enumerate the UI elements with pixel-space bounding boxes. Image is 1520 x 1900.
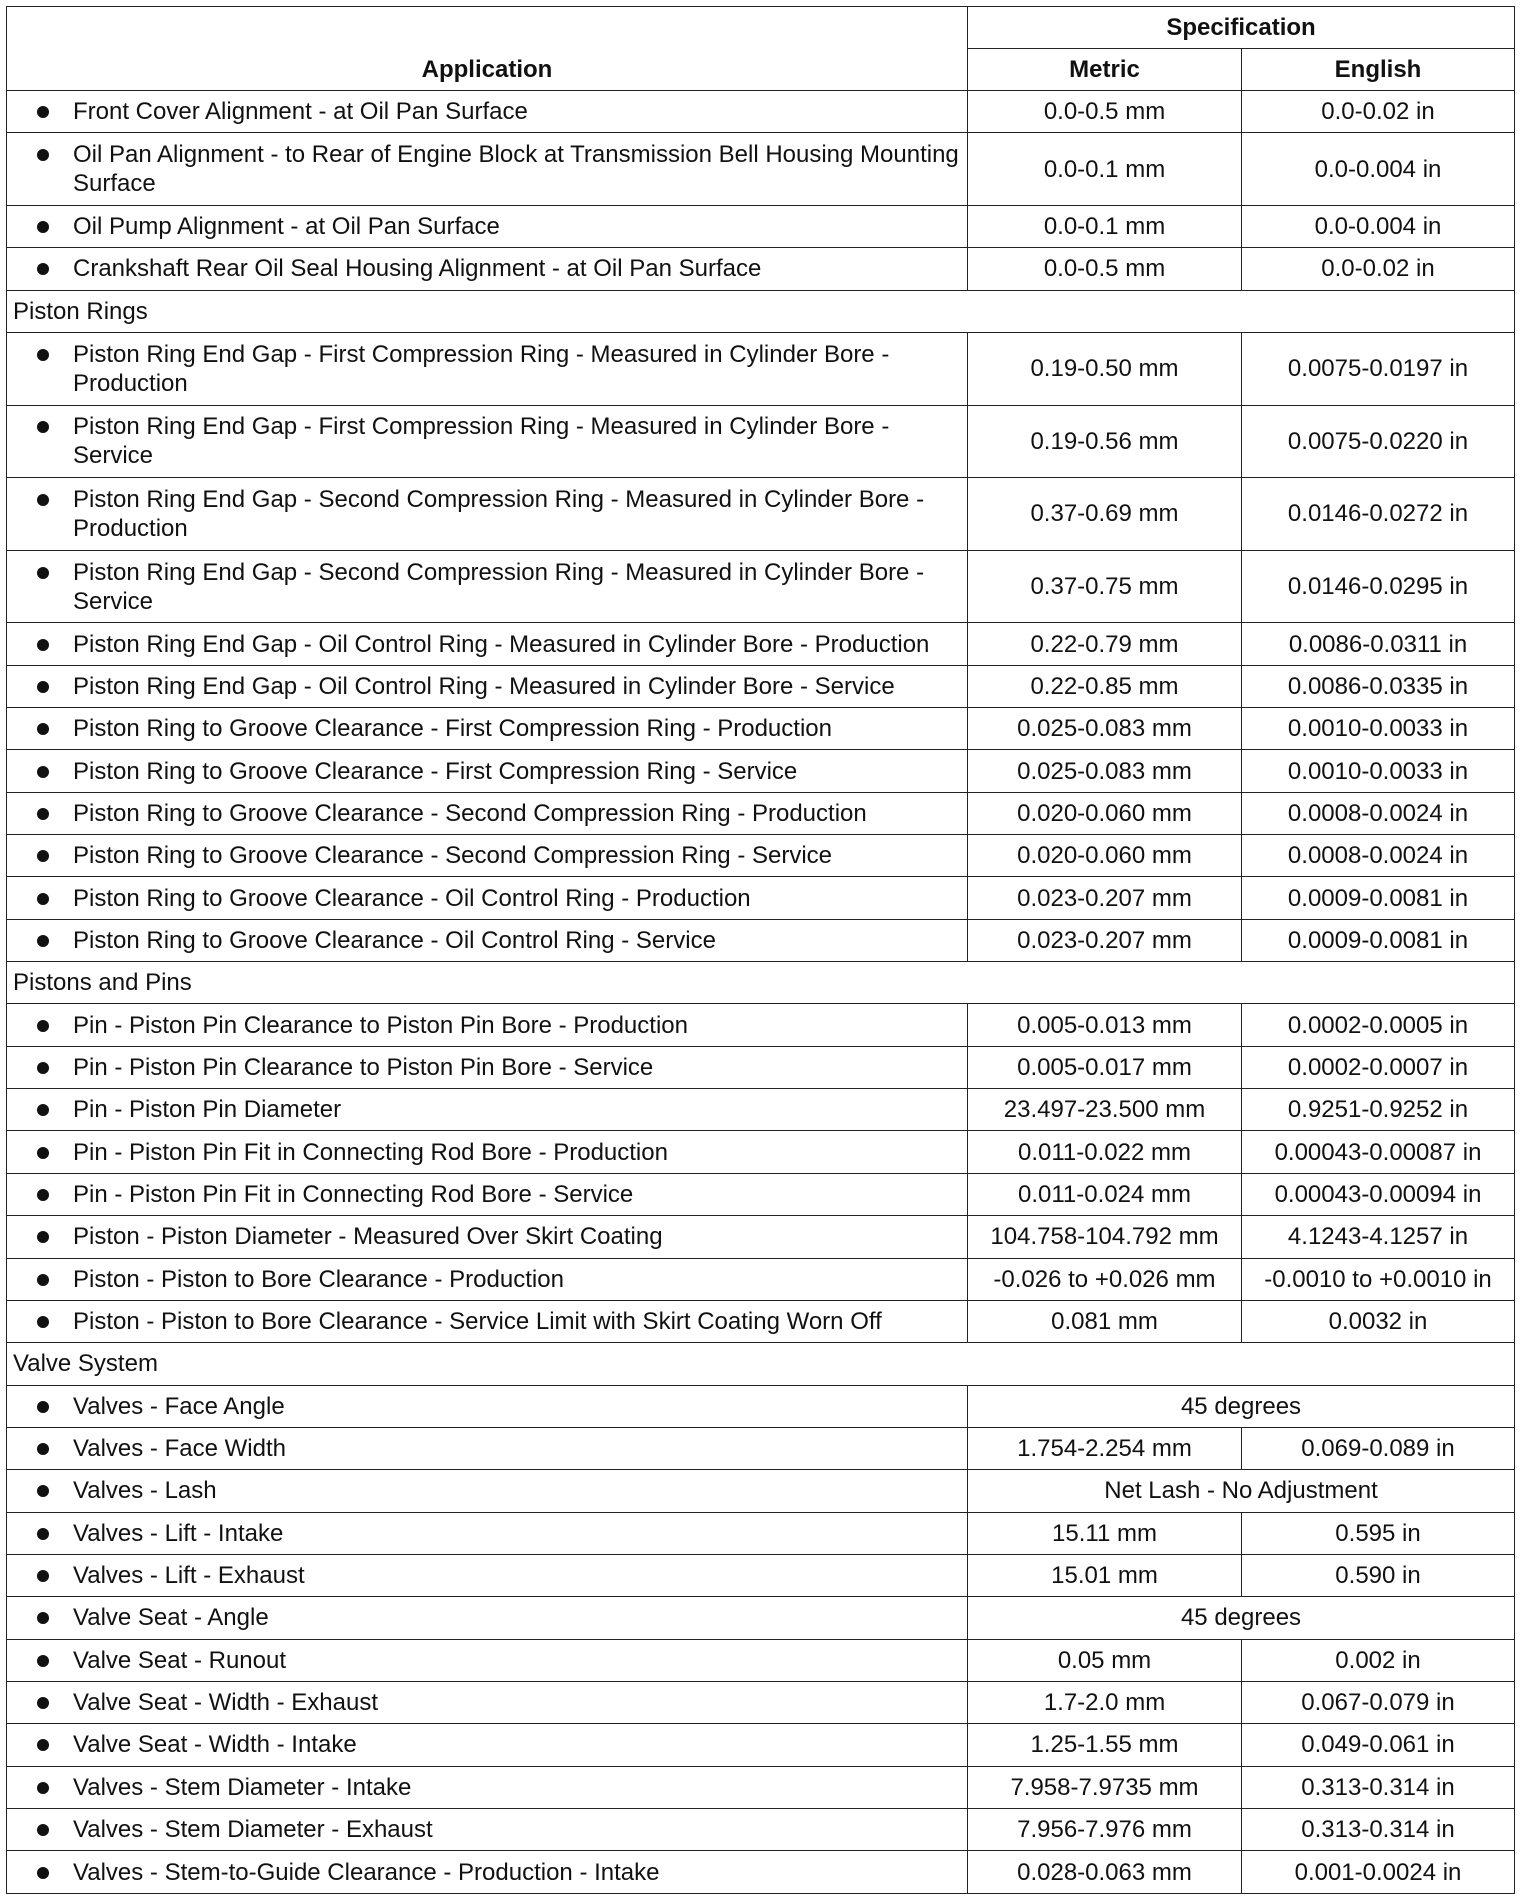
metric-cell: 15.11 mm bbox=[968, 1512, 1242, 1554]
bullet-icon bbox=[37, 1274, 49, 1286]
metric-cell: 0.0-0.5 mm bbox=[968, 91, 1242, 133]
application-cell bbox=[7, 1300, 968, 1342]
metric-cell: 0.0-0.1 mm bbox=[968, 133, 1242, 206]
bullet-icon bbox=[37, 421, 49, 433]
table-row bbox=[7, 478, 1515, 551]
application-label: Piston Ring to Groove Clearance - Oil Control Ring - Service bbox=[73, 926, 716, 954]
metric-cell: 0.020-0.060 mm bbox=[968, 792, 1242, 834]
application-cell bbox=[7, 405, 968, 478]
bullet-icon bbox=[37, 681, 49, 693]
application-label: Valves - Stem-to-Guide Clearance - Production - Intake bbox=[73, 1858, 660, 1886]
application-cell bbox=[7, 919, 968, 961]
table-row bbox=[7, 1427, 1515, 1469]
english-cell: 0.0-0.02 in bbox=[1242, 91, 1515, 133]
metric-cell: 0.020-0.060 mm bbox=[968, 835, 1242, 877]
application-label: Piston Ring to Groove Clearance - First Compression Ring - Production bbox=[73, 715, 832, 743]
metric-cell: 0.0-0.1 mm bbox=[968, 205, 1242, 247]
combined-spec-cell: 45 degrees bbox=[968, 1597, 1515, 1639]
english-cell: 0.0010-0.0033 in bbox=[1242, 708, 1515, 750]
english-cell: 0.0086-0.0311 in bbox=[1242, 623, 1515, 665]
combined-spec-cell: Net Lash - No Adjustment bbox=[968, 1470, 1515, 1512]
application-cell bbox=[7, 1724, 968, 1766]
bullet-icon bbox=[37, 1316, 49, 1328]
bullet-icon bbox=[37, 1782, 49, 1794]
application-cell bbox=[7, 550, 968, 623]
specification-table bbox=[6, 6, 1515, 1894]
metric-cell: 0.023-0.207 mm bbox=[968, 919, 1242, 961]
bullet-icon bbox=[37, 1485, 49, 1497]
section-heading: Piston Rings bbox=[7, 290, 1515, 332]
english-cell: 0.049-0.061 in bbox=[1242, 1724, 1515, 1766]
table-row bbox=[7, 1046, 1515, 1088]
bullet-icon bbox=[37, 766, 49, 778]
table-row bbox=[7, 835, 1515, 877]
table-row bbox=[7, 1851, 1515, 1894]
bullet-icon bbox=[37, 1697, 49, 1709]
application-label: Valves - Stem Diameter - Exhaust bbox=[73, 1816, 433, 1844]
application-label: Valve Seat - Width - Exhaust bbox=[73, 1689, 379, 1717]
table-header bbox=[7, 7, 1515, 91]
header-english: English bbox=[1242, 49, 1515, 91]
english-cell: 0.0009-0.0081 in bbox=[1242, 877, 1515, 919]
bullet-icon bbox=[37, 935, 49, 947]
bullet-icon bbox=[37, 850, 49, 862]
english-cell: 0.0-0.004 in bbox=[1242, 133, 1515, 206]
metric-cell: -0.026 to +0.026 mm bbox=[968, 1258, 1242, 1300]
application-cell bbox=[7, 708, 968, 750]
application-label: Pin - Piston Pin Diameter bbox=[73, 1096, 342, 1124]
table-row bbox=[7, 1512, 1515, 1554]
english-cell: 0.313-0.314 in bbox=[1242, 1808, 1515, 1850]
table-row bbox=[7, 1300, 1515, 1342]
metric-cell: 0.0-0.5 mm bbox=[968, 248, 1242, 290]
bullet-icon bbox=[37, 1062, 49, 1074]
application-label: Valves - Lift - Exhaust bbox=[73, 1562, 305, 1590]
application-cell bbox=[7, 1046, 968, 1088]
bullet-icon bbox=[37, 1401, 49, 1413]
application-label: Piston Ring End Gap - Second Compression Ring - Measured in Cylinder Bore - Service bbox=[73, 558, 925, 615]
english-cell: 0.001-0.0024 in bbox=[1242, 1851, 1515, 1894]
application-cell bbox=[7, 750, 968, 792]
table-row bbox=[7, 1808, 1515, 1850]
metric-cell: 0.37-0.69 mm bbox=[968, 478, 1242, 551]
metric-cell: 0.025-0.083 mm bbox=[968, 708, 1242, 750]
bullet-icon bbox=[37, 221, 49, 233]
bullet-icon bbox=[37, 1020, 49, 1032]
english-cell: 0.00043-0.00094 in bbox=[1242, 1173, 1515, 1215]
application-cell bbox=[7, 1851, 968, 1894]
metric-cell: 7.958-7.9735 mm bbox=[968, 1766, 1242, 1808]
application-cell bbox=[7, 1470, 968, 1512]
application-cell bbox=[7, 1089, 968, 1131]
application-cell bbox=[7, 205, 968, 247]
application-label: Valves - Lift - Intake bbox=[73, 1519, 284, 1547]
table-row bbox=[7, 332, 1515, 405]
application-cell bbox=[7, 1808, 968, 1850]
bullet-icon bbox=[37, 1443, 49, 1455]
application-label: Piston Ring to Groove Clearance - Second Compression Ring - Production bbox=[73, 799, 867, 827]
metric-cell: 0.011-0.024 mm bbox=[968, 1173, 1242, 1215]
application-label: Piston Ring to Groove Clearance - Second Compression Ring - Service bbox=[73, 842, 833, 870]
bullet-icon bbox=[37, 1528, 49, 1540]
application-cell bbox=[7, 1131, 968, 1173]
metric-cell: 0.011-0.022 mm bbox=[968, 1131, 1242, 1173]
application-label: Piston Ring to Groove Clearance - First Compression Ring - Service bbox=[73, 757, 798, 785]
application-cell bbox=[7, 835, 968, 877]
application-cell bbox=[7, 792, 968, 834]
english-cell: 0.313-0.314 in bbox=[1242, 1766, 1515, 1808]
application-label: Crankshaft Rear Oil Seal Housing Alignment - at Oil Pan Surface bbox=[73, 255, 762, 283]
application-cell bbox=[7, 665, 968, 707]
metric-cell: 0.028-0.063 mm bbox=[968, 1851, 1242, 1894]
application-cell bbox=[7, 478, 968, 551]
application-cell bbox=[7, 1173, 968, 1215]
table-row bbox=[7, 877, 1515, 919]
metric-cell: 15.01 mm bbox=[968, 1554, 1242, 1596]
application-label: Pin - Piston Pin Clearance to Piston Pin Bore - Production bbox=[73, 1011, 688, 1039]
english-cell: 0.0032 in bbox=[1242, 1300, 1515, 1342]
application-cell bbox=[7, 91, 968, 133]
application-label: Piston Ring End Gap - Oil Control Ring - Measured in Cylinder Bore - Service bbox=[73, 672, 895, 700]
table-row bbox=[7, 205, 1515, 247]
application-cell bbox=[7, 1639, 968, 1681]
english-cell: 0.0086-0.0335 in bbox=[1242, 665, 1515, 707]
table-row bbox=[7, 1724, 1515, 1766]
header-application: Application bbox=[7, 7, 968, 91]
application-label: Piston Ring End Gap - First Compression Ring - Measured in Cylinder Bore - Service bbox=[73, 413, 890, 470]
header-metric: Metric bbox=[968, 49, 1242, 91]
application-cell bbox=[7, 877, 968, 919]
bullet-icon bbox=[37, 893, 49, 905]
table-row bbox=[7, 1258, 1515, 1300]
application-cell bbox=[7, 133, 968, 206]
application-label: Oil Pan Alignment - to Rear of Engine Block at Transmission Bell Housing Mounting Surface bbox=[73, 141, 959, 198]
application-cell bbox=[7, 1385, 968, 1427]
section-row bbox=[7, 962, 1515, 1004]
application-label: Valves - Face Angle bbox=[73, 1392, 285, 1420]
bullet-icon bbox=[37, 639, 49, 651]
table-row bbox=[7, 248, 1515, 290]
metric-cell: 0.005-0.017 mm bbox=[968, 1046, 1242, 1088]
table-row bbox=[7, 133, 1515, 206]
english-cell: 0.0-0.02 in bbox=[1242, 248, 1515, 290]
metric-cell: 0.025-0.083 mm bbox=[968, 750, 1242, 792]
application-cell bbox=[7, 332, 968, 405]
bullet-icon bbox=[37, 1739, 49, 1751]
english-cell: 0.067-0.079 in bbox=[1242, 1681, 1515, 1723]
metric-cell: 0.05 mm bbox=[968, 1639, 1242, 1681]
english-cell: 0.590 in bbox=[1242, 1554, 1515, 1596]
table-row bbox=[7, 91, 1515, 133]
english-cell: 0.069-0.089 in bbox=[1242, 1427, 1515, 1469]
table-row bbox=[7, 1131, 1515, 1173]
english-cell: -0.0010 to +0.0010 in bbox=[1242, 1258, 1515, 1300]
english-cell: 0.0008-0.0024 in bbox=[1242, 835, 1515, 877]
application-label: Pin - Piston Pin Fit in Connecting Rod Bore - Production bbox=[73, 1138, 668, 1166]
combined-spec-cell: 45 degrees bbox=[968, 1385, 1515, 1427]
application-cell bbox=[7, 1554, 968, 1596]
metric-cell: 1.25-1.55 mm bbox=[968, 1724, 1242, 1766]
english-cell: 4.1243-4.1257 in bbox=[1242, 1216, 1515, 1258]
application-label: Pin - Piston Pin Clearance to Piston Pin Bore - Service bbox=[73, 1053, 654, 1081]
metric-cell: 0.023-0.207 mm bbox=[968, 877, 1242, 919]
english-cell: 0.002 in bbox=[1242, 1639, 1515, 1681]
table-row bbox=[7, 1681, 1515, 1723]
table-body bbox=[7, 91, 1515, 1894]
english-cell: 0.0002-0.0007 in bbox=[1242, 1046, 1515, 1088]
bullet-icon bbox=[37, 1570, 49, 1582]
metric-cell: 0.19-0.56 mm bbox=[968, 405, 1242, 478]
application-cell bbox=[7, 1766, 968, 1808]
table-row bbox=[7, 623, 1515, 665]
header-specification: Specification bbox=[968, 7, 1515, 49]
table-row bbox=[7, 1470, 1515, 1512]
english-cell: 0.0010-0.0033 in bbox=[1242, 750, 1515, 792]
bullet-icon bbox=[37, 567, 49, 579]
table-row bbox=[7, 1639, 1515, 1681]
bullet-icon bbox=[37, 1189, 49, 1201]
application-cell bbox=[7, 1258, 968, 1300]
table-row bbox=[7, 1766, 1515, 1808]
application-label: Valve Seat - Angle bbox=[73, 1604, 269, 1632]
application-label: Valves - Lash bbox=[73, 1477, 217, 1505]
bullet-icon bbox=[37, 149, 49, 161]
bullet-icon bbox=[37, 808, 49, 820]
table-row bbox=[7, 1089, 1515, 1131]
application-label: Valve Seat - Width - Intake bbox=[73, 1731, 357, 1759]
section-row bbox=[7, 290, 1515, 332]
metric-cell: 0.081 mm bbox=[968, 1300, 1242, 1342]
bullet-icon bbox=[37, 263, 49, 275]
metric-cell: 0.22-0.79 mm bbox=[968, 623, 1242, 665]
application-label: Valve Seat - Runout bbox=[73, 1646, 287, 1674]
metric-cell: 0.22-0.85 mm bbox=[968, 665, 1242, 707]
bullet-icon bbox=[37, 494, 49, 506]
application-cell bbox=[7, 1216, 968, 1258]
metric-cell: 0.37-0.75 mm bbox=[968, 550, 1242, 623]
english-cell: 0.595 in bbox=[1242, 1512, 1515, 1554]
section-row bbox=[7, 1343, 1515, 1385]
table-row bbox=[7, 1385, 1515, 1427]
application-cell bbox=[7, 1681, 968, 1723]
english-cell: 0.0075-0.0220 in bbox=[1242, 405, 1515, 478]
application-label: Piston Ring to Groove Clearance - Oil Control Ring - Production bbox=[73, 884, 751, 912]
application-cell bbox=[7, 248, 968, 290]
application-label: Piston - Piston Diameter - Measured Over Skirt Coating bbox=[73, 1223, 663, 1251]
metric-cell: 0.19-0.50 mm bbox=[968, 332, 1242, 405]
bullet-icon bbox=[37, 349, 49, 361]
english-cell: 0.0008-0.0024 in bbox=[1242, 792, 1515, 834]
english-cell: 0.0-0.004 in bbox=[1242, 205, 1515, 247]
application-label: Oil Pump Alignment - at Oil Pan Surface bbox=[73, 213, 500, 241]
bullet-icon bbox=[37, 1147, 49, 1159]
table-row bbox=[7, 919, 1515, 961]
table-row bbox=[7, 1597, 1515, 1639]
metric-cell: 7.956-7.976 mm bbox=[968, 1808, 1242, 1850]
table-row bbox=[7, 1216, 1515, 1258]
table-row bbox=[7, 750, 1515, 792]
application-cell bbox=[7, 1004, 968, 1046]
bullet-icon bbox=[37, 723, 49, 735]
english-cell: 0.00043-0.00087 in bbox=[1242, 1131, 1515, 1173]
bullet-icon bbox=[37, 1612, 49, 1624]
english-cell: 0.0146-0.0272 in bbox=[1242, 478, 1515, 551]
application-label: Piston Ring End Gap - First Compression Ring - Measured in Cylinder Bore - Production bbox=[73, 340, 890, 397]
english-cell: 0.0002-0.0005 in bbox=[1242, 1004, 1515, 1046]
application-label: Pin - Piston Pin Fit in Connecting Rod Bore - Service bbox=[73, 1180, 634, 1208]
application-label: Piston - Piston to Bore Clearance - Production bbox=[73, 1265, 564, 1293]
metric-cell: 23.497-23.500 mm bbox=[968, 1089, 1242, 1131]
bullet-icon bbox=[37, 1231, 49, 1243]
section-heading: Pistons and Pins bbox=[7, 962, 1515, 1004]
application-cell bbox=[7, 1427, 968, 1469]
table-row bbox=[7, 405, 1515, 478]
english-cell: 0.9251-0.9252 in bbox=[1242, 1089, 1515, 1131]
table-row bbox=[7, 1554, 1515, 1596]
table-row bbox=[7, 792, 1515, 834]
table-row bbox=[7, 1173, 1515, 1215]
application-label: Piston Ring End Gap - Oil Control Ring - Measured in Cylinder Bore - Production bbox=[73, 630, 930, 658]
application-cell bbox=[7, 623, 968, 665]
application-label: Piston Ring End Gap - Second Compression Ring - Measured in Cylinder Bore - Production bbox=[73, 485, 925, 542]
metric-cell: 1.7-2.0 mm bbox=[968, 1681, 1242, 1723]
application-label: Valves - Face Width bbox=[73, 1435, 286, 1463]
application-label: Piston - Piston to Bore Clearance - Service Limit with Skirt Coating Worn Off bbox=[73, 1308, 882, 1336]
table-row bbox=[7, 1004, 1515, 1046]
application-label: Front Cover Alignment - at Oil Pan Surface bbox=[73, 98, 528, 126]
bullet-icon bbox=[37, 1655, 49, 1667]
metric-cell: 1.754-2.254 mm bbox=[968, 1427, 1242, 1469]
table-row bbox=[7, 708, 1515, 750]
english-cell: 0.0009-0.0081 in bbox=[1242, 919, 1515, 961]
english-cell: 0.0075-0.0197 in bbox=[1242, 332, 1515, 405]
application-label: Valves - Stem Diameter - Intake bbox=[73, 1773, 412, 1801]
metric-cell: 0.005-0.013 mm bbox=[968, 1004, 1242, 1046]
application-cell bbox=[7, 1597, 968, 1639]
table-row bbox=[7, 665, 1515, 707]
metric-cell: 104.758-104.792 mm bbox=[968, 1216, 1242, 1258]
section-heading: Valve System bbox=[7, 1343, 1515, 1385]
english-cell: 0.0146-0.0295 in bbox=[1242, 550, 1515, 623]
bullet-icon bbox=[37, 106, 49, 118]
bullet-icon bbox=[37, 1867, 49, 1879]
table-row bbox=[7, 550, 1515, 623]
application-cell bbox=[7, 1512, 968, 1554]
bullet-icon bbox=[37, 1824, 49, 1836]
bullet-icon bbox=[37, 1104, 49, 1116]
